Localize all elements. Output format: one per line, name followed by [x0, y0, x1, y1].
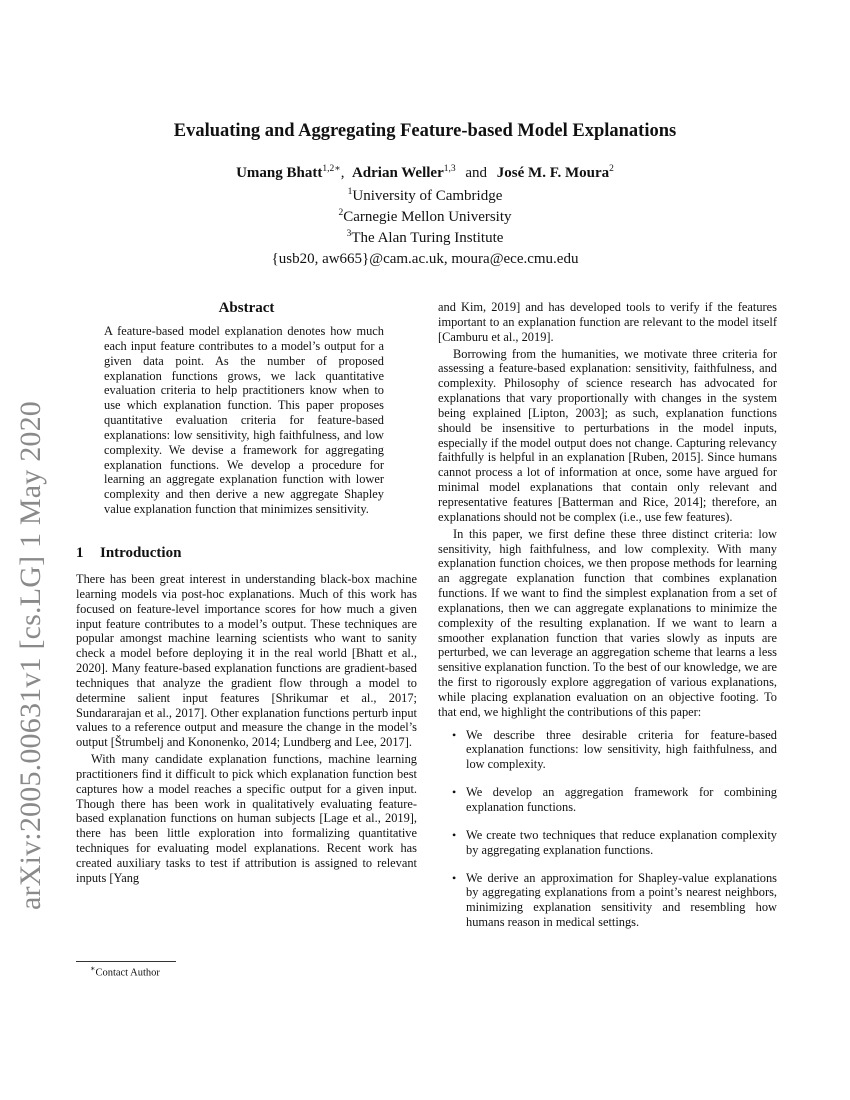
section-number: 1: [76, 544, 84, 561]
author-affiliation-mark: 1,3: [443, 164, 456, 174]
arxiv-identifier: arXiv:2005.00631v1 [cs.LG] 1 May 2020: [14, 401, 47, 910]
footnote-text: Contact Author: [95, 967, 160, 979]
list-item-text: We describe three desirable criteria for feature-based explanation functions: low sensitivity, high faithfulness, and low complexity.: [466, 727, 777, 772]
intro-paragraph: There has been great interest in understanding black-box machine learning models via post-hoc explanations. Much of this work has focused on feature-level importance scores for how much a given input feature contributes to a model’s output. These techniques are popular amongst machine learning scientists who want to sanity check a model before deploying it in the real world [Bhatt et al., 2020]. Many feature-based explanation functions are gradient-based techniques that analyze the gradient flow through a model to determine salient input features [Shrikumar et al., 2017; Sundararajan et al., 2017]. Other explanation functions perturb input values to a reference output and measure the change in the model’s output [Štrumbelj and Kononenko, 2014; Lundberg and Lee, 2017].: [76, 571, 417, 750]
list-item: [438, 871, 777, 930]
footnote: [90, 964, 160, 979]
list-item: [438, 828, 777, 858]
author-affiliation-mark: 1,2∗: [322, 164, 341, 174]
bullet-icon: •: [452, 870, 457, 885]
section-heading-introduction: [76, 545, 417, 562]
affiliation-text: University of Cambridge: [352, 188, 503, 204]
abstract-heading: Abstract: [218, 300, 275, 316]
affiliation-mark: 2: [338, 208, 344, 218]
affiliation-text: Carnegie Mellon University: [343, 209, 512, 225]
list-item: [438, 728, 777, 773]
footnote-mark: ∗: [90, 964, 96, 973]
author-conjunction: and: [465, 165, 488, 181]
left-column: [76, 300, 417, 886]
author-name: José M. F. Moura: [496, 165, 610, 181]
list-item-text: We develop an aggregation framework for combining explanation functions.: [466, 785, 777, 814]
affiliation: [0, 187, 850, 205]
intro-paragraph: In this paper, we first define these three distinct criteria: low sensitivity, high faithfulness, and low complexity. With many explanation function choices, we then propose methods for learning an aggregate explanation function that combines explanation functions. If we want to find the simplest explanation from a set of explanations, then we can aggregate explanations to minimize the complexity of the resulting explanation. If we want to learn a smoother explanation function that varies slowly as inputs are perturbed, we can leverage an aggregation scheme that learns a less sensitive explanation function. To the best of our knowledge, we are the first to rigorously explore aggregation of various explanations, while placing explanation evaluation on an objective footing. To that end, we highlight the contributions of this paper:: [438, 526, 777, 719]
intro-paragraph-continued: and Kim, 2019] and has developed tools to verify if the features important to an explanation function are relevant to the model itself [Camburu et al., 2019].: [438, 300, 777, 344]
right-column: [438, 300, 777, 943]
affiliation: [0, 208, 850, 226]
list-item: [438, 785, 777, 815]
bullet-icon: •: [452, 785, 457, 800]
abstract-text: A feature-based model explanation denotes how much each input feature contributes to a model’s output for a given data point. As the number of proposed explanation functions grows, we lack quantitative evaluation criteria to help practitioners know when to use which explanation function. This paper proposes quantitative evaluation criteria for feature-based explanations: low sensitivity, high faithfulness, and low complexity. We devise a framework for aggregating explanation functions. We develop a procedure for learning an aggregate explanation function with lower complexity and then derive a new aggregate Shapley value explanation function that minimizes sensitivity.: [104, 324, 384, 517]
author-name: Umang Bhatt: [236, 165, 323, 181]
section-title: Introduction: [100, 544, 182, 561]
author-line: Umang Bhatt$^{1,2∗}$, Adrian Weller$^{1,3}$ and José M. F. Moura$^2$: [236, 164, 614, 181]
bullet-icon: •: [452, 727, 457, 742]
author-emails: {usb20, aw665}@cam.ac.uk, moura@ece.cmu.edu: [271, 251, 579, 267]
author-affiliation-mark: 2: [609, 164, 614, 174]
intro-paragraph: Borrowing from the humanities, we motivate three criteria for assessing a feature-based explanation: sensitivity, faithfulness, and complexity. Philosophy of science research has advocated for explanations that vary proportionally with changes in the system being explained [Lipton, 2003]; as such, explanation functions should be insensitive to perturbations in the model inputs, especially if the model output does not change. Capturing relevancy faithfully is helpful in an explanation [Ruben, 2015]. Since humans cannot process a lot of information at once, some have argued for minimal model explanations that contain only relevant and representative features [Batterman and Rice, 2014]; therefore, an explanations should not be complex (i.e., use few features).: [438, 346, 777, 524]
intro-paragraph: With many candidate explanation functions, machine learning practitioners find it difficult to pick which explanation function best captures how a model reaches a specific output for a given input. Though there has been work in qualitatively evaluating feature-based explanation functions on human subjects [Lage et al., 2019], there has been little exploration into formalizing quantitative techniques for evaluating model explanations. Recent work has created auxiliary tasks to test if attribution is assigned to relevant inputs [Yang: [76, 752, 417, 885]
bullet-icon: •: [452, 827, 457, 842]
list-item-text: We create two techniques that reduce explanation complexity by aggregating explanation functions.: [466, 827, 777, 857]
affiliation-mark: 3: [346, 229, 352, 239]
paper-title: Evaluating and Aggregating Feature-based Model Explanations: [173, 121, 677, 141]
contributions-list: [438, 728, 777, 930]
author-name: Adrian Weller: [351, 165, 444, 181]
affiliation: [0, 229, 850, 247]
affiliation-text: The Alan Turing Institute: [351, 230, 504, 246]
list-item-text: We derive an approximation for Shapley-value explanations by aggregating explanations from a point’s nearest neighbors, minimizing explanation sensitivity and resembling how humans reason in medical settings.: [466, 870, 777, 930]
footnote-divider: [76, 961, 176, 962]
affiliation-mark: 1: [347, 187, 353, 197]
